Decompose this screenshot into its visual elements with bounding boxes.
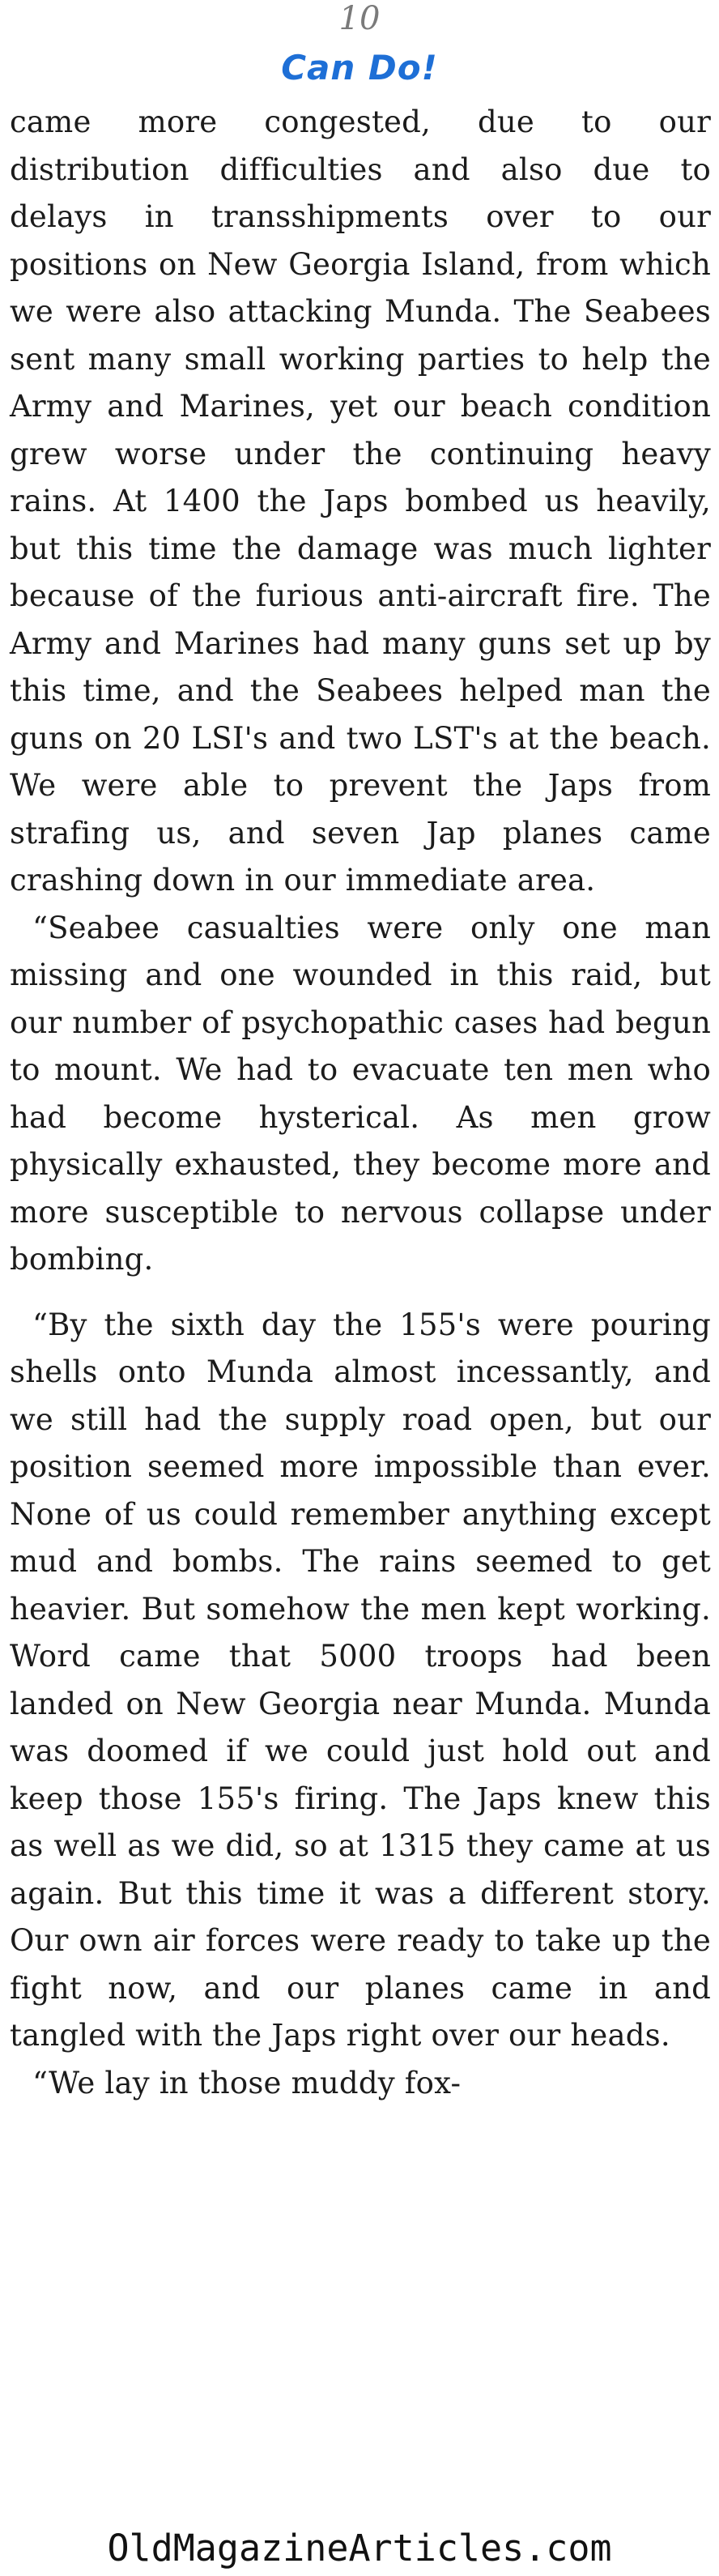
page-number: 10 [338, 0, 381, 37]
article-paragraph: came more congested, due to our distribution difficulties and also due to delays in transshipments over to our positions on New Georgia Island, from which we were also attacking Munda. The Seabees sent many small working parties to help the Army and Marines, yet our beach condition grew worse under the continuing heavy rains. At 1400 the Japs bombed us heavily, but this time the damage was much lighter because of the furious anti-aircraft fire. The Army and Marines had many guns set up by this time, and the Seabees helped man the guns on 20 LSI's and two LST's at the beach. We were able to prevent the Japs from strafing us, and seven Jap planes came crashing down in our immediate area. [10, 104, 711, 898]
article-paragraph: “We lay in those muddy fox- [32, 2065, 462, 2100]
running-title: Can Do! [281, 48, 438, 87]
article-body [10, 99, 711, 2107]
article-paragraph: “Seabee casualties were only one man missing and one wounded in this raid, but our number of psychopathic cases had begun to mount. We had to evacuate ten men who had become hysterical. As men grow physically exhausted, they become more and more susceptible to nervous collapse under bombing. [10, 910, 711, 1277]
article-paragraph: “By the sixth day the 155's were pouring shells onto Munda almost incessantly, and we still had the supply road open, but our position seemed more impossible than ever. None of us could remember anything except mud and bombs. The rains seemed to get heavier. But somehow the men kept working. Word came that 5000 troops had been landed on New Georgia near Munda. Munda was doomed if we could just hold out and keep those 155's firing. The Japs knew this as well as we did, so at 1315 they came at us again. But this time it was a different story. Our own air forces were ready to take up the fight now, and our planes came in and tangled with the Japs right over our heads. [10, 1307, 711, 2053]
source-footer: OldMagazineArticles.com [107, 2527, 612, 2570]
